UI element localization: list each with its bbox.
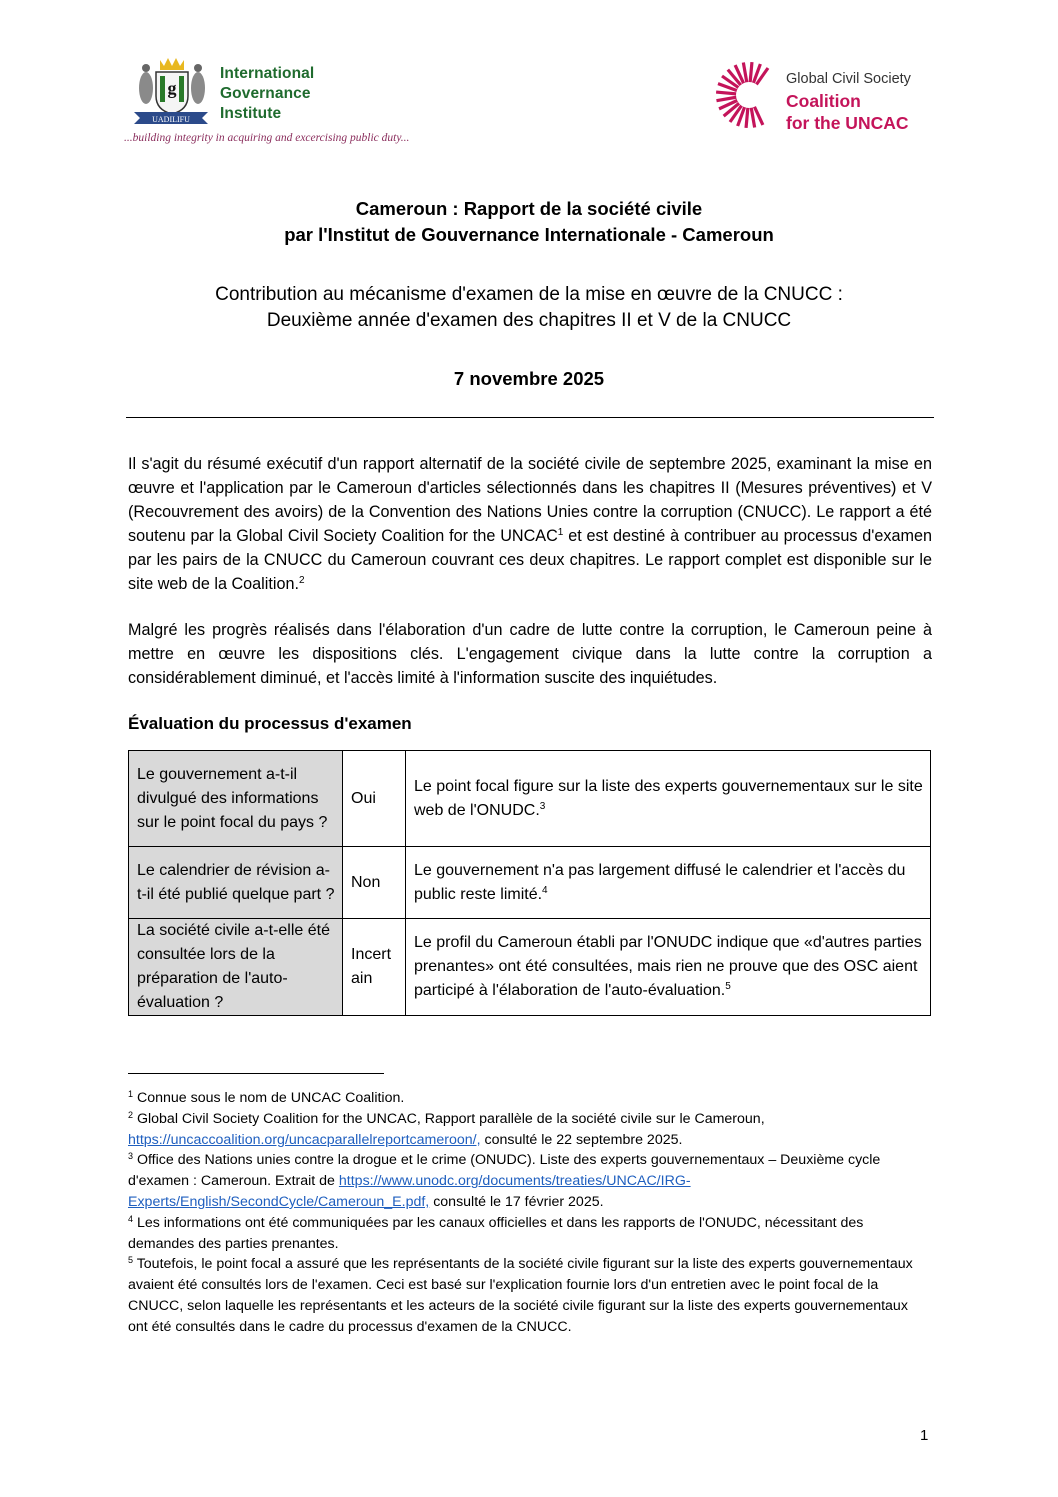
page-number: 1 bbox=[920, 1427, 929, 1444]
footnote-text: Les informations ont été communiquées par les canaux officielles et dans les rapports de l'ONUDC, nécessitant des demandes des parties prenantes. bbox=[128, 1214, 864, 1252]
table-row bbox=[129, 847, 931, 919]
footnote-ref-5[interactable]: 5 bbox=[725, 981, 731, 992]
footnote-ref-4[interactable]: 4 bbox=[542, 884, 548, 896]
section-heading-evaluation: Évaluation du processus d'examen bbox=[128, 714, 412, 733]
report-subtitle-line1: Contribution au mécanisme d'examen de la mise en œuvre de la CNUCC : bbox=[215, 284, 843, 305]
answer-cell: Incert ain bbox=[343, 919, 406, 1016]
footnote-ref-3[interactable]: 3 bbox=[539, 800, 546, 812]
footnote-number: 3 bbox=[128, 1151, 134, 1162]
uncac-logo-line1: Global Civil Society bbox=[786, 71, 911, 87]
footnote-separator bbox=[128, 1073, 384, 1074]
igi-name bbox=[220, 64, 314, 124]
table-row bbox=[129, 751, 931, 847]
question-cell: La société civile a-t-elle été consultée lors de la préparation de l'auto-évaluation ? bbox=[129, 919, 343, 1016]
uncac-logo-line3: for the UNCAC bbox=[786, 113, 909, 133]
footnote-text: consulté le 22 septembre 2025. bbox=[480, 1131, 683, 1148]
question-cell: Le calendrier de révision a-t-il été publié quelque part ? bbox=[129, 847, 343, 919]
footnotes bbox=[128, 1088, 918, 1338]
unodc-experts-link[interactable]: https://www.unodc.org/documents/treaties/UNCAC/IRG-Experts/English/SecondCycle/Cameroun_E.pdf, bbox=[128, 1173, 691, 1210]
footnote-number: 4 bbox=[128, 1213, 134, 1224]
comment-text: Le gouvernement n'a pas largement diffusé le calendrier et l'accès du public reste limité. bbox=[414, 861, 906, 903]
uncac-logo-line2: Coalition bbox=[786, 91, 861, 111]
comment-text: Le point focal figure sur la liste des experts gouvernementaux sur le site web de l'ONUDC. bbox=[414, 777, 923, 819]
comment-cell bbox=[406, 847, 931, 919]
footnote-number: 2 bbox=[128, 1109, 134, 1120]
question-cell: Le gouvernement a-t-il divulgué des informations sur le point focal du pays ? bbox=[129, 751, 343, 847]
report-date: 7 novembre 2025 bbox=[453, 368, 605, 389]
uncac-coalition-logo bbox=[716, 62, 936, 142]
svg-text:g: g bbox=[167, 78, 177, 98]
footnote-number: 5 bbox=[128, 1255, 134, 1266]
footnote-text: consulté le 17 février 2025. bbox=[429, 1193, 604, 1210]
igi-crest-icon bbox=[130, 56, 212, 126]
evaluation-table bbox=[128, 750, 931, 1016]
executive-summary-paragraph bbox=[128, 452, 932, 596]
footnote-2 bbox=[128, 1109, 918, 1151]
answer-cell: Oui bbox=[343, 751, 406, 847]
igi-name-line2: Governance bbox=[220, 85, 311, 102]
footnote-text: Toutefois, le point focal a assuré que les représentants de la société civile figurant sur la liste des experts gouvernementaux avaient été consultés lors de l'examen. Ceci est basé sur l'explication fournie lors d'un entretien avec le point focal de la CNUCC, selon laquelle les représentants et les acteurs de la société civile figurant sur la liste des experts gouvernementaux ont été consultés dans le cadre du processus d'examen de la CNUCC. bbox=[128, 1256, 913, 1335]
report-title-line2: par l'Institut de Gouvernance Internationale - Cameroun bbox=[284, 224, 774, 245]
footnote-4 bbox=[128, 1213, 918, 1255]
footnote-ref-2[interactable]: 2 bbox=[298, 575, 305, 586]
igi-name-line1: International bbox=[220, 65, 315, 82]
uncac-sunburst-icon bbox=[716, 62, 782, 128]
table-row bbox=[129, 919, 931, 1016]
context-paragraph: Malgré les progrès réalisés dans l'élaboration d'un cadre de lutte contre la corruption, le Cameroun peine à mettre en œuvre les dispositions clés. L'engagement civique dans la lutte contre la corruption a considérablement diminué, et l'accès limité à l'information suscite des inquiétudes. bbox=[128, 621, 932, 687]
report-subtitle bbox=[0, 282, 1058, 334]
footnote-1 bbox=[128, 1088, 918, 1109]
igi-tagline: ...building integrity in acquiring and excercising public duty... bbox=[124, 132, 410, 144]
igi-name-line3: Institute bbox=[220, 105, 282, 122]
report-title bbox=[0, 196, 1058, 248]
comment-cell bbox=[406, 919, 931, 1016]
paragraph-text: et est destiné à contribuer au processus d'examen par les pairs de la CNUCC du Cameroun couvrant ces deux chapitres. Le rapport complet est disponible sur le site web de la Coalition. bbox=[128, 527, 932, 593]
footnote-5 bbox=[128, 1254, 918, 1337]
footnote-text: Office des Nations unies contre la drogue et le crime (ONUDC). Liste des experts gouvernementaux – Deuxième cycle d'examen : Cameroun. Extrait de bbox=[128, 1152, 881, 1190]
uncac-report-link[interactable]: https://uncaccoalition.org/uncacparallelreportcameroon/, bbox=[128, 1131, 481, 1148]
footnote-number: 1 bbox=[128, 1089, 134, 1099]
igi-logo bbox=[124, 54, 410, 154]
paragraph-text: Il s'agit du résumé exécutif d'un rapport alternatif de la société civile de septembre 2025, examinant la mise en œuvre et l'application par le Cameroun d'articles sélectionnés dans les chapitres II (Mesures préventives) et V (Recouvrement des avoirs) de la Convention des Nations Unies contre la corruption (CNUCC). Le rapport a été soutenu par la Global Civil Society Coalition for the UNCAC bbox=[128, 455, 932, 545]
header-divider bbox=[126, 417, 934, 418]
footnote-3 bbox=[128, 1150, 918, 1212]
report-title-line1: Cameroun : Rapport de la société civile bbox=[355, 198, 703, 219]
report-subtitle-line2: Deuxième année d'examen des chapitres II et V de la CNUCC bbox=[266, 310, 792, 331]
answer-cell: Non bbox=[343, 847, 406, 919]
comment-cell bbox=[406, 751, 931, 847]
footnote-text: Connue sous le nom de UNCAC Coalition. bbox=[133, 1090, 405, 1106]
comment-text: Le profil du Cameroun établi par l'ONUDC indique que «d'autres parties prenantes» ont été consultées, mais rien ne prouve que des OSC aient participé à l'élaboration de l'auto-évaluation. bbox=[414, 934, 922, 999]
footnote-text: Global Civil Society Coalition for the UNCAC, Rapport parallèle de la société civile sur le Cameroun, bbox=[133, 1110, 765, 1127]
footnote-ref-1[interactable]: 1 bbox=[557, 527, 564, 538]
svg-text:UADILIFU: UADILIFU bbox=[152, 115, 190, 124]
